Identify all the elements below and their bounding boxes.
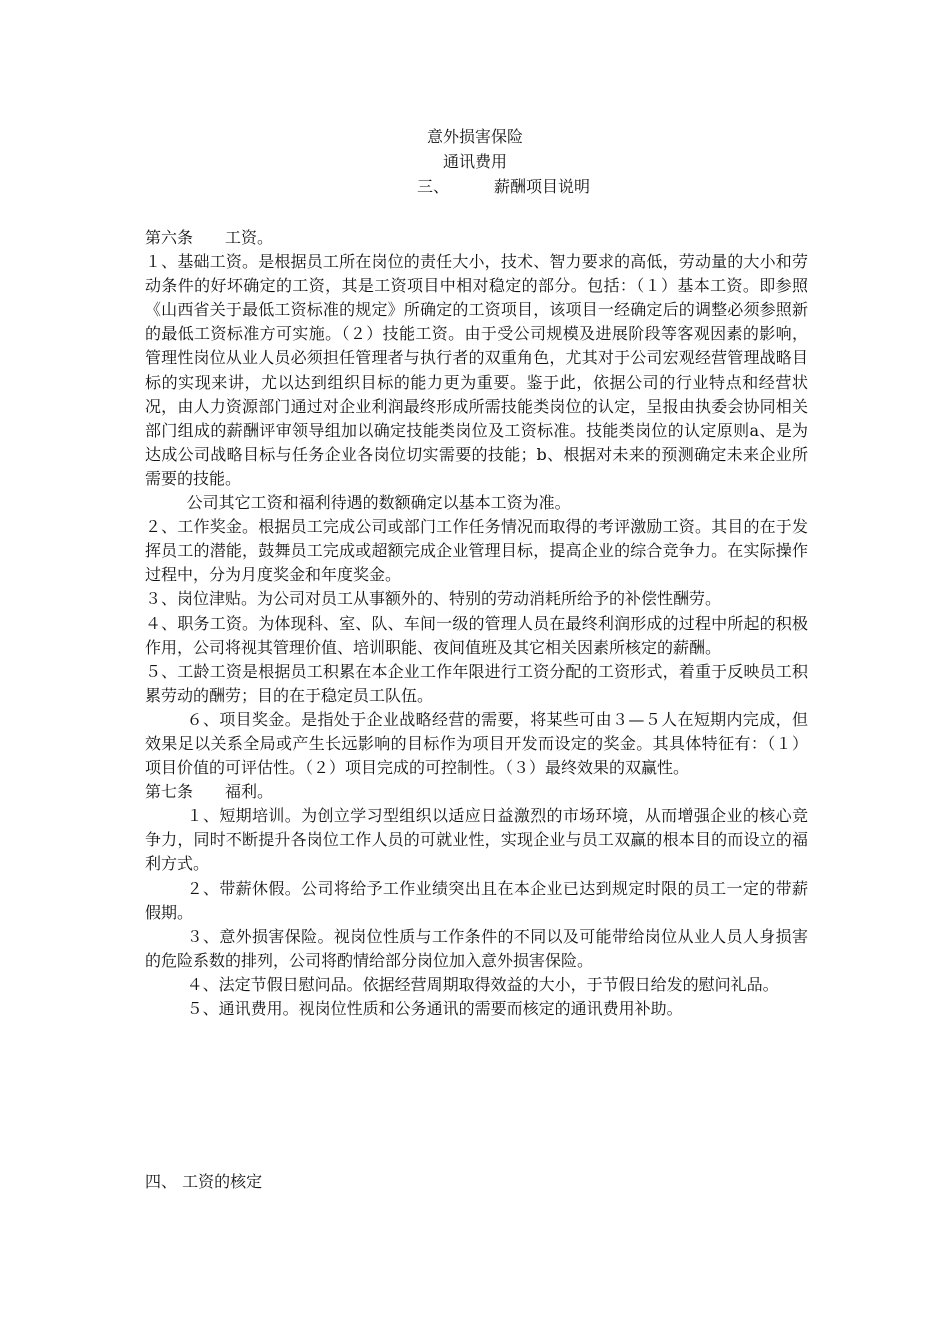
article-heading: 第七条 福利。 xyxy=(145,782,274,802)
paragraph: ５、工龄工资是根据员工积累在本企业工作年限进行工资分配的工资形式，着重于反映员工积累劳动的酬劳；目的在于稳定员工队伍。 xyxy=(145,661,808,705)
header-line-1: 意外损害保险 xyxy=(426,127,523,146)
paragraph: ６、项目奖金。是指处于企业战略经营的需要，将某些可由３—５人在短期内完成，但效果足以关系全局或产生长远影响的目标作为项目开发而设定的奖金。其具体特征有：（１）项目价值的可评估性。（２）项目完成的可控制性。（３）最终效果的双赢性。 xyxy=(145,709,808,778)
section-title: 薪酬项目说明 xyxy=(494,177,591,196)
paragraph: ５、通讯费用。视岗位性质和公务通讯的需要而核定的通讯费用补助。 xyxy=(186,999,683,1018)
paragraph: １、短期培训。为创立学习型组织以适应日益激烈的市场环境，从而增强企业的核心竞争力，同时不断提升各岗位工作人员的可就业性，实现企业与员工双赢的根本目的而设立的福利方式。 xyxy=(145,806,808,874)
document-body xyxy=(145,226,808,1021)
paragraph: ４、职务工资。为体现科、室、队、车间一级的管理人员在最终利润形成的过程中所起的积极作用，公司将视其管理价值、培训职能、夜间值班及其它相关因素所核定的薪酬。 xyxy=(145,613,808,657)
header-line-2: 通讯费用 xyxy=(442,152,507,171)
section-number: 三、 xyxy=(417,177,450,196)
paragraph: ４、法定节假日慰问品。依据经营周期取得效益的大小，于节假日给发的慰问礼品。 xyxy=(186,974,779,994)
paragraph: 公司其它工资和福利待遇的数额确定以基本工资为准。 xyxy=(186,493,571,513)
paragraph: ３、岗位津贴。为公司对员工从事额外的、特别的劳动消耗所给予的补偿性酬劳。 xyxy=(145,589,722,609)
footer-section-heading: 四、 工资的核定 xyxy=(145,1172,263,1191)
paragraph: ３、意外损害保险。视岗位性质与工作条件的不同以及可能带给岗位从业人员人身损害的危险系数的排列，公司将酌情给部分岗位加入意外损害保险。 xyxy=(145,926,808,970)
article-heading: 第六条 工资。 xyxy=(145,228,274,247)
paragraph: ２、工作奖金。根据员工完成公司或部门工作任务情况而取得的考评激励工资。其目的在于发挥员工的潜能，鼓舞员工完成或超额完成企业管理目标，提高企业的综合竞争力。在实际操作过程中，分为月度奖金和年度奖金。 xyxy=(145,517,808,585)
paragraph: ２、带薪休假。公司将给予工作业绩突出且在本企业已达到规定时限的员工一定的带薪假期。 xyxy=(145,878,808,922)
paragraph: １、基础工资。是根据员工所在岗位的责任大小，技术、智力要求的高低，劳动量的大小和劳动条件的好坏确定的工资，其是工资项目中相对稳定的部分。包括：（１）基本工资。即参照《山西省关于最低工资标准的规定》所确定的工资项目，该项目一经确定后的调整必须参照新的最低工资标准方可实施。（２）技能工资。由于受公司规模及进展阶段等客观因素的影响，管理性岗位从业人员必须担任管理者与执行者的双重角色，尤其对于公司宏观经营管理战略目标的实现来讲，尤以达到组织目标的能力更为重要。鉴于此，依据公司的行业特点和经营状况，由人力资源部门通过对企业利润最终形成所需技能类岗位的认定，呈报由执委会协同相关部门组成的薪酬评审领导组加以确定技能类岗位及工资标准。技能类岗位的认定原则a、是为达成公司战略目标与任务企业各岗位切实需要的技能；b、根据对未来的预测确定未来企业所需要的技能。 xyxy=(145,252,808,488)
